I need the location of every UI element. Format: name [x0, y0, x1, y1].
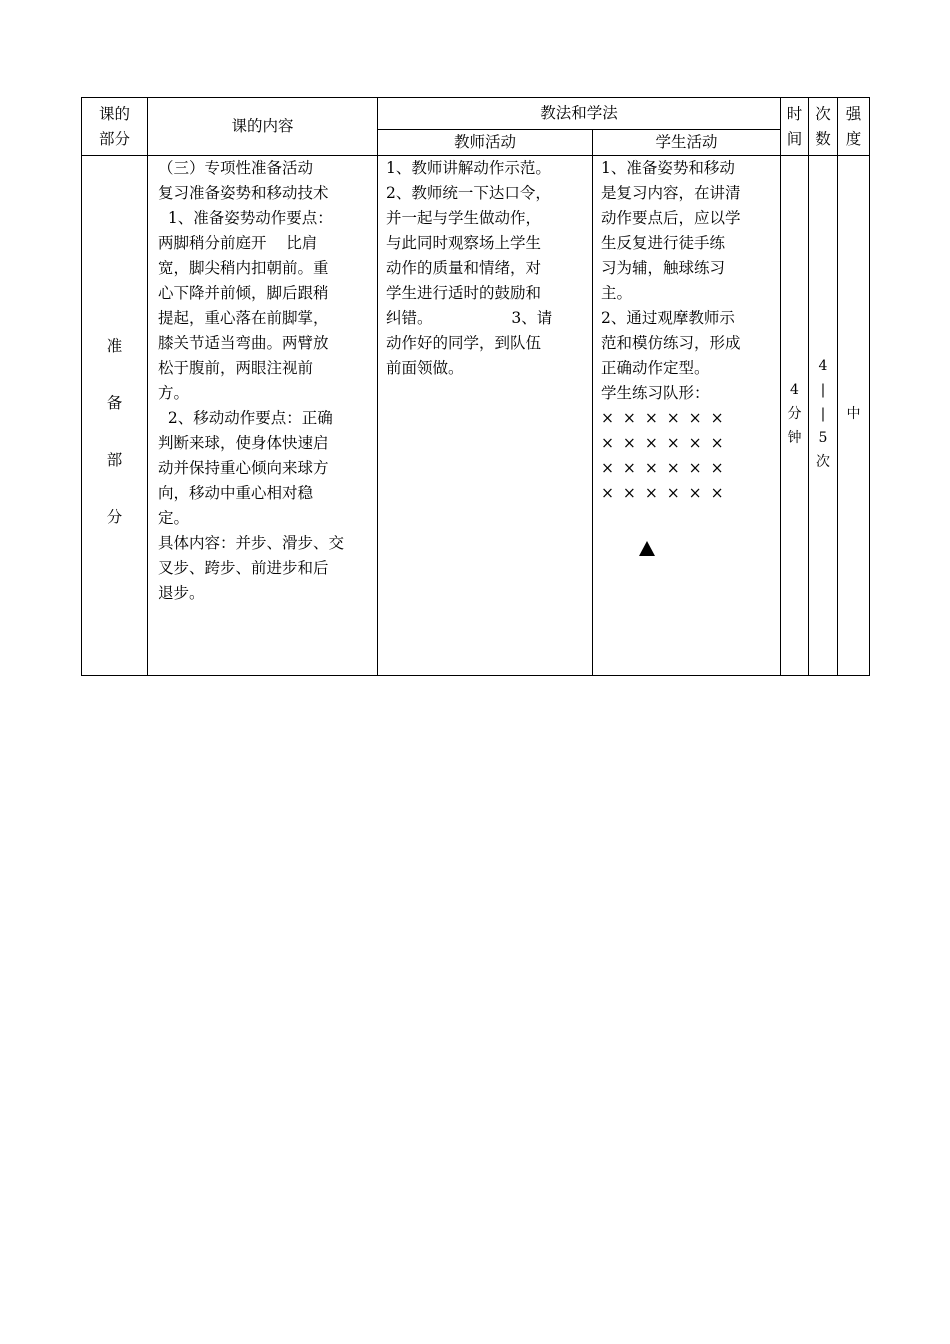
header-intensity: 强 度: [838, 98, 870, 156]
practice-formation: [601, 406, 772, 506]
part-cell: 准 备 部 分: [82, 156, 148, 676]
header-row-1: [82, 98, 870, 130]
count-cell: 4 | | 5 次: [809, 156, 838, 676]
header-count: 次 数: [809, 98, 838, 156]
teacher-position-triangle-icon: [639, 541, 655, 556]
content-cell: （三）专项性准备活动 复习准备姿势和移动技术 1、准备姿势动作要点： 两脚稍分前庭开 比肩 宽，脚尖稍内扣朝前。重 心下降并前倾，脚后跟稍 提起，重心落在前脚掌， 膝关节适当弯曲。两臂放 松于腹前，两眼注视前 方。 2、移动动作要点：正确 判断来球，使身体快速启 动并保持重心倾向来球方 向，移动中重心相对稳 定。 具体内容：并步、滑步、交 叉步、跨步、前进步和后 退步。: [148, 156, 378, 676]
teacher-activity-cell: 1、教师讲解动作示范。 2、教师统一下达口令， 并一起与学生做动作， 与此同时观察场上学生 动作的质量和情绪，对 学生进行适时的鼓励和 纠错。 3、请 动作好的同学，到队伍 前面领做。: [378, 156, 593, 676]
header-part: 课的 部分: [82, 98, 148, 156]
header-method: 教法和学法: [378, 98, 781, 130]
formation-row: × × × × × ×: [601, 434, 726, 452]
header-time: 时 间: [781, 98, 809, 156]
intensity-cell: 中: [838, 156, 870, 676]
formation-row: × × × × × ×: [601, 459, 726, 477]
header-teacher: 教师活动: [378, 130, 593, 156]
header-content: 课的内容: [148, 98, 378, 156]
student-activity-cell: 1、准备姿势和移动 是复习内容，在讲清 动作要点后，应以学 生反复进行徒手练 习为辅，触球练习 主。 2、通过观摩教师示 范和模仿练习，形成 正确动作定型。 学生练习队形： × × × × × × × × × × × × × × × × × × × × × × × ×: [593, 156, 781, 676]
formation-row: × × × × × ×: [601, 409, 726, 427]
time-cell: 4 分 钟: [781, 156, 809, 676]
header-student: 学生活动: [593, 130, 781, 156]
formation-row: × × × × × ×: [601, 484, 726, 502]
prep-part-row: [82, 156, 870, 676]
lesson-plan-table: [81, 97, 870, 676]
